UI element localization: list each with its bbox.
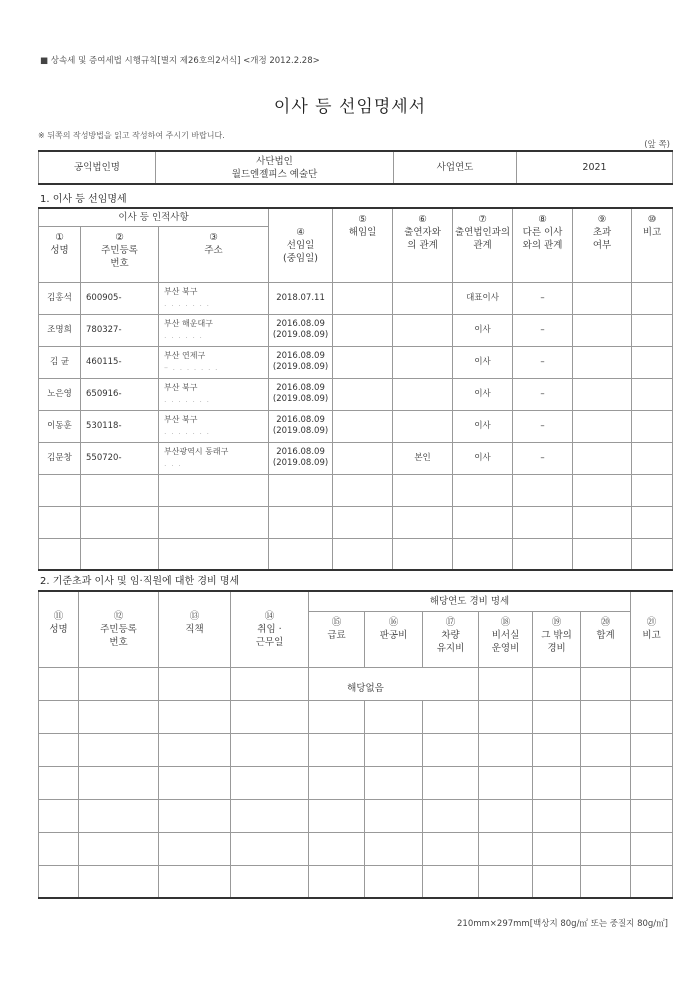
table-row [39, 865, 673, 898]
corp-name-label: 공익법인명 [39, 151, 156, 184]
page-side-label: (앞 쪽) [644, 140, 670, 150]
personal-info-header: 이사 등 인적사항 [39, 208, 269, 226]
corp-name-value [156, 151, 394, 184]
paper-spec: 210mm×297mm[백상지 80g/㎡ 또는 중질지 80g/㎡] [457, 919, 668, 929]
document-title: 이사 등 선임명세서 [273, 97, 427, 117]
table-row: 노은영 650916- 부산 북구 . . . . . . . 2016.08.09 (2019.08.09) 이사 – [39, 378, 673, 410]
instruction-notice: ※ 뒤쪽의 작성방법을 읽고 작성하여 주시기 바랍니다. [38, 131, 225, 140]
col-entertainment: ⑯ 판공비 [365, 611, 423, 667]
table-row [39, 766, 673, 799]
col-other-director-relation: ⑧ 다른 이사 와의 관계 [513, 208, 573, 282]
col-secretariat: ⑱ 비서실 운영비 [479, 611, 533, 667]
corp-info-table [38, 150, 673, 185]
no-entries-note: 해당없음 [309, 667, 423, 700]
table-row [39, 832, 673, 865]
table-row [39, 733, 673, 766]
form-reference: ■ 상속세 및 증여세법 시행규칙[별지 제26호의2서식] <개정 2012.2.28> [40, 56, 320, 66]
table-row [39, 474, 673, 506]
table-row [39, 506, 673, 538]
table-row: 조명희 780327- 부산 해운대구 . . . . . . 2016.08.09 (2019.08.09) 이사 – [39, 314, 673, 346]
col-vehicle: ⑰ 차량 유지비 [423, 611, 479, 667]
col-corp-relation: ⑦ 출연법인과의 관계 [453, 208, 513, 282]
table-row [39, 700, 673, 733]
table-row [39, 799, 673, 832]
col-salary: ⑮ 급료 [309, 611, 365, 667]
table-row: 이동훈 530118- 부산 북구 . . . . . . . 2016.08.09 (2019.08.09) 이사 – [39, 410, 673, 442]
table-row [39, 667, 673, 700]
table-row: 김 균 460115- 부산 연제구 – . . . . . . . 2016.08.09 (2019.08.09) 이사 – [39, 346, 673, 378]
col-remarks: ⑩ 비고 [632, 208, 673, 282]
col-exp-rrn: ⑫ 주민등록 번호 [79, 591, 159, 667]
table-row: 김문창 550720- 부산광역시 동래구 . . . 2016.08.09 (2019.08.09) 본인 이사 – [39, 442, 673, 474]
section1-title: 1. 이사 등 선임명세 [40, 194, 127, 205]
table-row [39, 538, 673, 570]
section2-title: 2. 기준초과 이사 및 임·직원에 대한 경비 명세 [40, 576, 240, 587]
fiscal-year-label: 사업연도 [394, 151, 517, 184]
col-excess: ⑨ 초과 여부 [573, 208, 632, 282]
col-exp-remarks: ㉑ 비고 [631, 591, 673, 667]
col-address: ③ 주소 [159, 226, 269, 282]
col-exp-name: ⑪ 성명 [39, 591, 79, 667]
fiscal-year-value: 2021 [517, 151, 673, 184]
col-dismiss-date: ⑤ 해임일 [333, 208, 393, 282]
col-total: ⑳ 합계 [581, 611, 631, 667]
annual-expense-header: 해당연도 경비 명세 [309, 591, 631, 611]
col-other-expense: ⑲ 그 밖의 경비 [533, 611, 581, 667]
corp-name-line1: 사단법인 [256, 155, 293, 167]
corp-name-line2: 월드엔젤피스 예술단 [231, 168, 318, 180]
col-founder-relation: ⑥ 출연자와 의 관계 [393, 208, 453, 282]
col-exp-position: ⑬ 직책 [159, 591, 231, 667]
col-name: ① 성명 [39, 226, 81, 282]
col-rrn: ② 주민등록 번호 [81, 226, 159, 282]
table-row: 김홍석 600905- 부산 북구 . . . . . . . 2018.07.11 대표이사 – [39, 282, 673, 314]
appointment-table [38, 207, 673, 571]
expense-table [38, 590, 673, 899]
col-exp-workdays: ⑭ 취임 · 근무일 [231, 591, 309, 667]
col-appoint-date: ④ 선임일 (중임일) [269, 208, 333, 282]
